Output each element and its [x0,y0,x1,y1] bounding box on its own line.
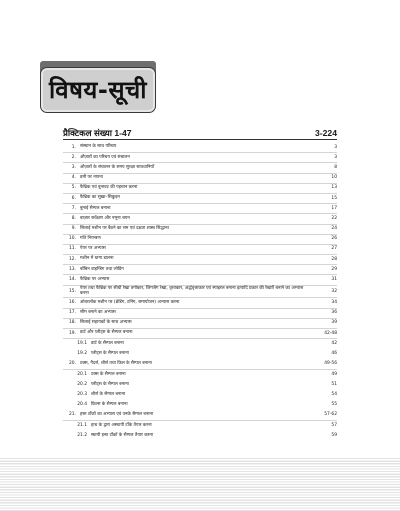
entry-number: 6. [71,195,76,201]
entry-number: 19.1 [77,341,87,347]
toc-subentry [63,370,337,380]
toc-subentry [63,431,337,441]
entry-title: फैब्रिक पर अभ्यास [80,276,110,282]
entry-page: 42 [331,341,337,347]
entry-page: 17 [331,205,337,211]
toc-subentry [63,400,337,410]
entry-title: डार्ट के सैम्पल बनाना [91,341,124,347]
entry-title: फैब्रिक का सूखा–सिकुड़न [80,195,120,201]
entry-number: 8. [71,215,76,221]
entry-number: 17. [69,310,76,316]
entry-number: 20. [69,361,76,367]
entry-title: ओवरलॉक मशीन पर (थ्रेडिंग, टनिंग, समायोजन) अभ्यास करना [80,299,180,305]
toc-entry [63,329,337,339]
entry-page: 22 [331,215,337,221]
entry-page: 13 [331,185,337,191]
entry-title: हस्त टाँकों का अभ्यास एवं उनके सैम्पल बनाना [80,411,154,417]
entry-page: 54 [331,392,337,398]
toc-entry [63,360,337,370]
toc-entry [63,214,337,224]
toc-entry [63,275,337,285]
toc-subentry [63,380,337,390]
footer-stripes-decoration [0,458,400,511]
toc-entry [63,225,337,235]
entry-page: 42-48 [324,330,337,336]
entry-page: 31 [331,277,337,283]
section-divider [63,139,337,140]
toc-subentry [63,349,337,359]
section-header [63,127,337,139]
entry-number: 2. [71,154,76,160]
entry-title: सीम बनाने का अभ्यास [80,310,116,316]
toc-entry [63,163,337,173]
entry-title: पेपर पर अभ्यास [80,246,106,252]
toc-entry [63,298,337,308]
entry-number: 21.1 [77,422,87,428]
entry-page: 8 [334,164,337,170]
entry-title: हाथ के द्वारा अस्थायी टाँके तैयार करना [91,422,152,428]
entry-title: औज़ारों के संचालन के समय सुरक्षा सावधानियाँ [80,164,155,170]
entry-page: 46 [331,351,337,357]
page-title: विषय-सूची [49,76,147,104]
entry-title: पेपर तथा फैब्रिक पर सीधी रेखा वर्गाकार, जिगजैग रेखा, वृत्ताकार, अर्द्धवृत्ताकार एवं स्पाइरल बनाना इत्यादि प्रकार की रेखाएँ बनाने का अभ्यास करना [80,285,304,297]
entry-number: 7. [71,205,76,211]
entry-title: डार्ट और प्लीट्स के सैम्पल बनाना [80,330,133,336]
entry-number: 14. [69,277,76,283]
entry-page: 34 [331,300,337,306]
entry-page: 29 [331,266,337,272]
entry-number: 4. [71,175,76,181]
entry-title: शीर्स के सैम्पल बनाना [91,392,126,398]
table-of-contents [63,143,337,441]
entry-number: 11. [69,246,76,252]
entry-title: स्थायी हस्त टाँकों के सैम्पल तैयार करना [91,432,153,438]
toc-entry [63,194,337,204]
entry-title: मशीन में धागा डालना [80,256,114,262]
entry-page: 39 [331,320,337,326]
entry-title: गति नियन्त्रण [80,236,101,242]
entry-number: 20.3 [77,392,87,398]
entry-page: 57 [331,422,337,428]
entry-number: 20.4 [77,402,87,408]
entry-page: 27 [331,246,337,252]
entry-page: 49-56 [324,361,337,367]
entry-title: प्लीट्स के सैम्पल बनाना [91,381,129,387]
entry-page: 51 [331,382,337,388]
section-label: प्रैक्टिकल संख्या 1-47 [63,128,132,138]
entry-page: 3 [334,144,337,150]
title-box [40,67,156,113]
toc-entry [63,411,337,421]
toc-entry [63,204,337,214]
entry-page: 10 [331,175,337,181]
entry-page: 36 [331,310,337,316]
toc-entry [63,286,337,299]
toc-entry [63,319,337,329]
entry-page: 49 [331,371,337,377]
entry-number: 15. [69,288,76,294]
entry-number: 19.2 [77,351,87,357]
entry-page: 55 [331,402,337,408]
entry-number: 3. [71,164,76,170]
toc-entry [63,143,337,153]
entry-page: 26 [331,236,337,242]
entry-number: 20.2 [77,382,87,388]
entry-page: 28 [331,256,337,262]
entry-title: सिलाई सहायकों के साथ अभ्यास [80,320,132,326]
entry-title: संस्थान के साथ परिचय [80,144,117,150]
entry-title: टक्स के सैम्पल बनाना [91,371,126,377]
entry-number: 13. [69,266,76,272]
entry-number: 20.1 [77,371,87,377]
section-pages: 3-224 [315,128,337,138]
entry-title: औज़ारों का परिचय एवं संचालन [80,154,130,160]
toc-entry [63,174,337,184]
entry-number: 9. [71,226,76,232]
entry-page: 59 [331,432,337,438]
entry-number: 12. [69,256,76,262]
toc-subentry [63,421,337,431]
entry-number: 21.2 [77,432,87,438]
toc-entry [63,309,337,319]
entry-title: डमी पर नापना [80,174,103,180]
entry-title: बुनाई सैम्पल बनाना [80,205,111,211]
entry-page: 57-62 [324,412,337,418]
entry-number: 21. [69,412,76,418]
entry-page: 15 [331,195,337,201]
entry-page: 32 [331,288,337,294]
toc-entry [63,184,337,194]
entry-number: 5. [71,185,76,191]
entry-number: 18. [69,320,76,326]
toc-subentry [63,390,337,400]
entry-number: 1. [71,144,76,150]
entry-page: 24 [331,226,337,232]
entry-title: बॉबिन वाइन्डिंग तथा लोडिंग [80,266,124,272]
toc-entry [63,255,337,265]
toc-entry [63,153,337,163]
toc-subentry [63,339,337,349]
toc-entry [63,245,337,255]
entry-title: फैब्रिक एवं बुनावट की पहचान करना [80,185,138,191]
toc-entry [63,235,337,245]
toc-entry [63,265,337,275]
entry-number: 16. [69,300,76,306]
entry-title: प्लीट्स के सैम्पल बनाना [91,351,129,357]
entry-number: 19. [69,330,76,336]
entry-title: बाज़ार सर्वेक्षण और नमूना चयन [80,215,130,221]
entry-title: फ्रिल्स के सैम्पल बनाना [91,402,128,408]
entry-number: 10. [69,236,76,242]
entry-title: टक्स, गैदर्स, शीर्स तथा फ्रिल के सैम्पल बनाना [80,360,152,366]
entry-page: 3 [334,154,337,160]
entry-title: सिलाई मशीन पर बैठने का सम एवं दक्षता शास्त्र सिद्धान्त [80,225,169,231]
